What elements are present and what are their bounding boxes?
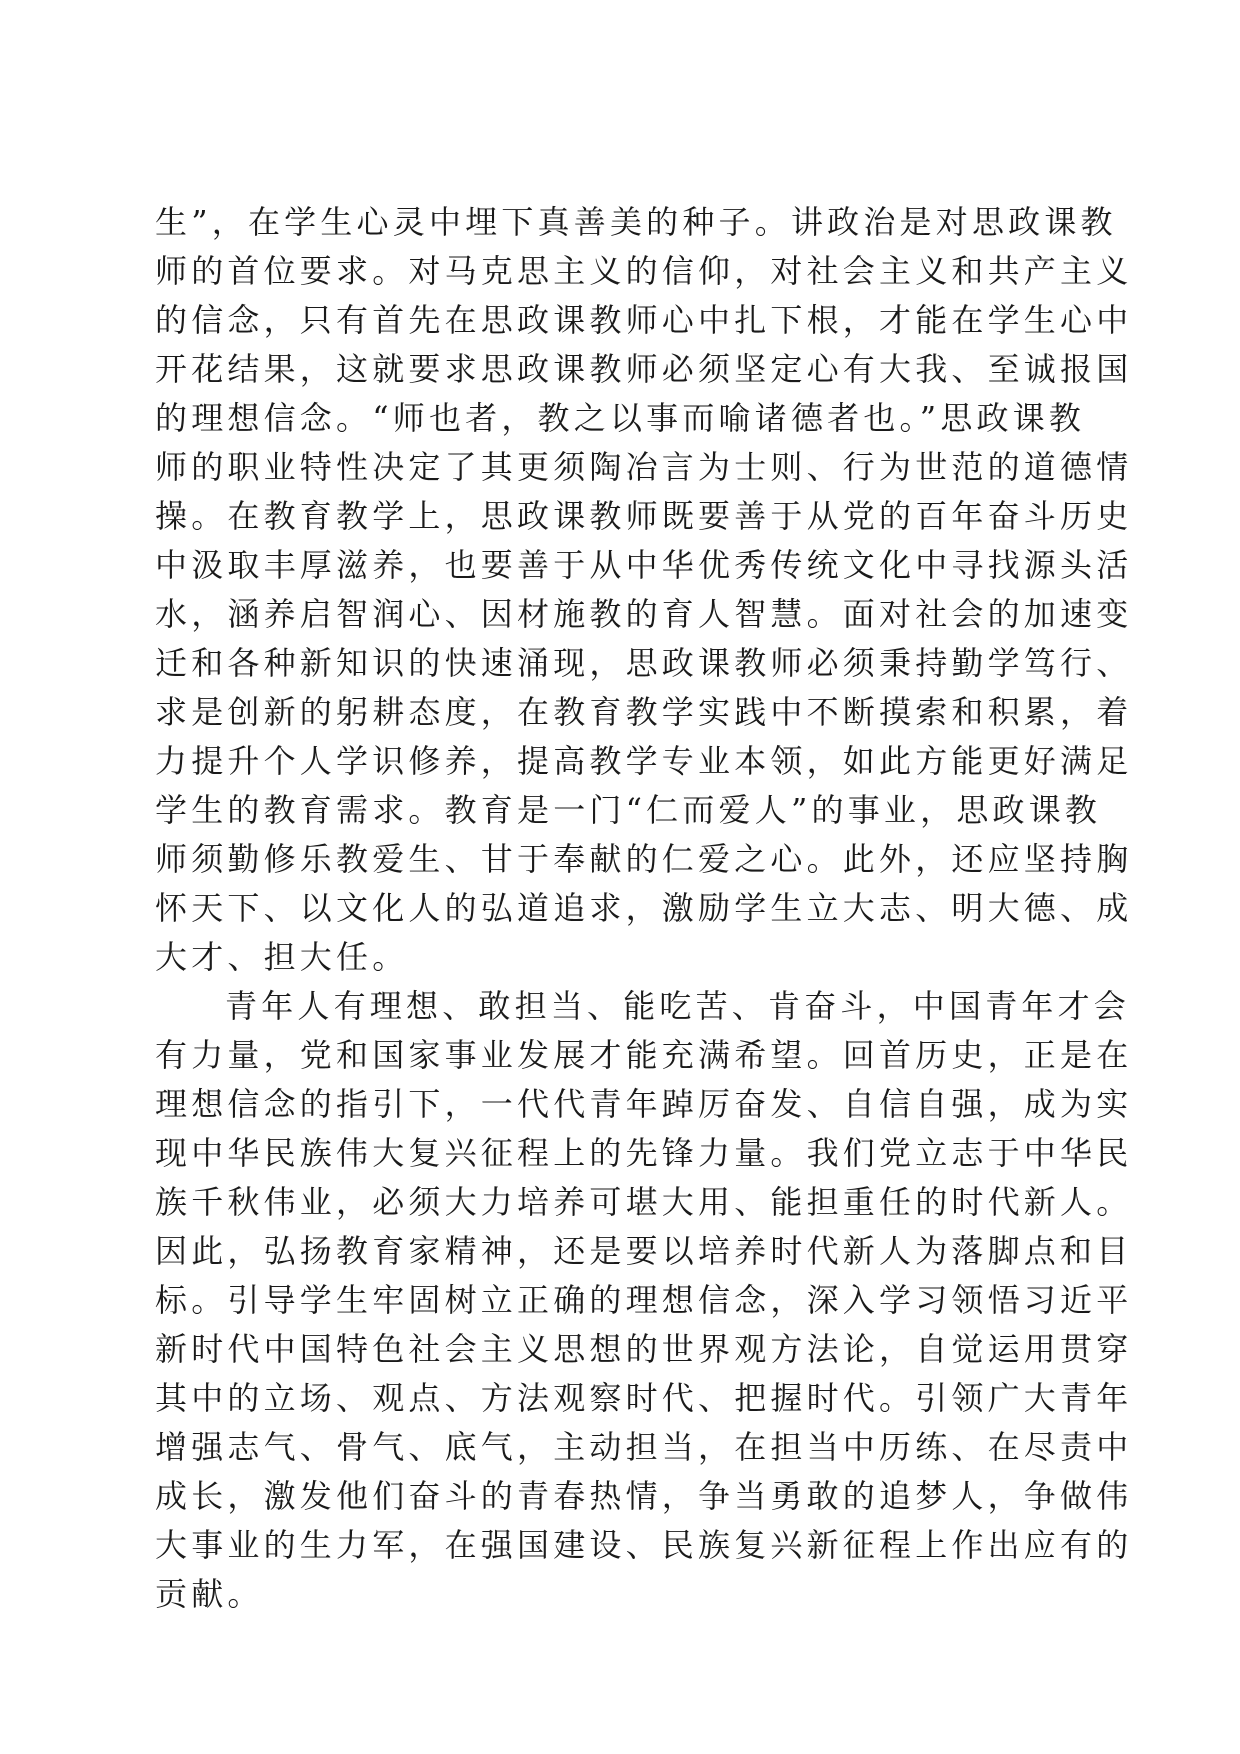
paragraph-2 [155, 982, 1133, 1619]
text-line: 操。在教育教学上，思政课教师既要善于从党的百年奋斗历史 [155, 497, 1133, 535]
text-line-indented: 青年人有理想、敢担当、能吃苦、肯奋斗，中国青年才会 [225, 987, 1131, 1025]
text-line: 开花结果，这就要求思政课教师必须坚定心有大我、至诚报国 [155, 350, 1133, 388]
text-line: 生”，在学生心灵中埋下真善美的种子。讲政治是对思政课教 [155, 203, 1117, 241]
text-line: 族千秋伟业，必须大力培养可堪大用、能担重任的时代新人。 [155, 1183, 1133, 1221]
text-line: 学生的教育需求。教育是一门“仁而爱人”的事业，思政课教 [155, 791, 1102, 829]
text-line: 现中华民族伟大复兴征程上的先锋力量。我们党立志于中华民 [155, 1134, 1133, 1172]
text-line: 师的首位要求。对马克思主义的信仰，对社会主义和共产主义 [155, 252, 1133, 290]
text-line: 中汲取丰厚滋养，也要善于从中华优秀传统文化中寻找源头活 [155, 546, 1133, 584]
text-line: 有力量，党和国家事业发展才能充满希望。回首历史，正是在 [155, 1036, 1133, 1074]
text-line: 新时代中国特色社会主义思想的世界观方法论，自觉运用贯穿 [155, 1330, 1133, 1368]
text-line: 师的职业特性决定了其更须陶冶言为士则、行为世范的道德情 [155, 448, 1133, 486]
text-line: 水，涵养启智润心、因材施教的育人智慧。面对社会的加速变 [155, 595, 1133, 633]
text-line: 大事业的生力军，在强国建设、民族复兴新征程上作出应有的 [155, 1526, 1133, 1564]
text-line: 贡献。 [155, 1575, 264, 1613]
text-line: 理想信念的指引下，一代代青年踔厉奋发、自信自强，成为实 [155, 1085, 1133, 1123]
text-line: 力提升个人学识修养，提高教学专业本领，如此方能更好满足 [155, 742, 1133, 780]
text-line: 怀天下、以文化人的弘道追求，激励学生立大志、明大德、成 [155, 889, 1133, 927]
text-line: 的信念，只有首先在思政课教师心中扎下根，才能在学生心中 [155, 301, 1133, 339]
document-body [155, 198, 1133, 1619]
text-line: 其中的立场、观点、方法观察时代、把握时代。引领广大青年 [155, 1379, 1133, 1417]
text-line: 的理想信念。“师也者，教之以事而喻诸德者也。”思政课教 [155, 399, 1086, 437]
text-line: 迁和各种新知识的快速涌现，思政课教师必须秉持勤学笃行、 [155, 644, 1133, 682]
text-line: 因此，弘扬教育家精神，还是要以培养时代新人为落脚点和目 [155, 1232, 1133, 1270]
paragraph-1 [155, 198, 1133, 982]
text-line: 师须勤修乐教爱生、甘于奉献的仁爱之心。此外，还应坚持胸 [155, 840, 1133, 878]
text-line: 大才、担大任。 [155, 938, 409, 976]
text-line: 成长，激发他们奋斗的青春热情，争当勇敢的追梦人，争做伟 [155, 1477, 1133, 1515]
text-line: 求是创新的躬耕态度，在教育教学实践中不断摸索和积累，着 [155, 693, 1133, 731]
text-line: 标。引导学生牢固树立正确的理想信念，深入学习领悟习近平 [155, 1281, 1133, 1319]
text-line: 增强志气、骨气、底气，主动担当，在担当中历练、在尽责中 [155, 1428, 1133, 1466]
